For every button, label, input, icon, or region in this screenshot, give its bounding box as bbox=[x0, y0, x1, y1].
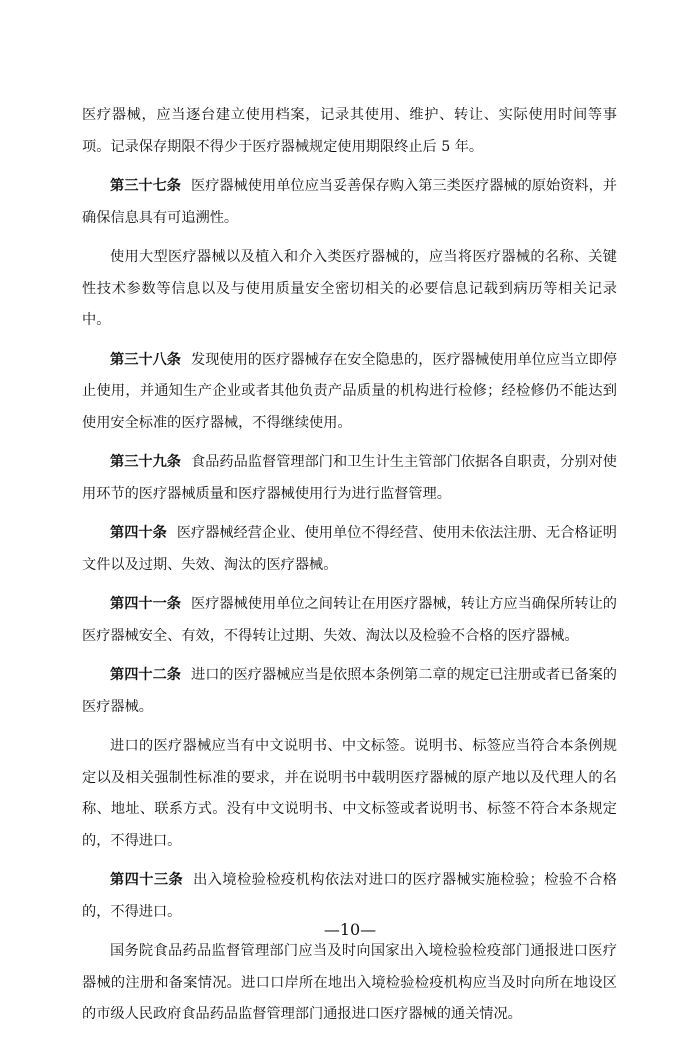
paragraph-text: 出入境检验检疫机构依法对进口的医疗器械实施检验；检验不合格的，不得进口。 bbox=[82, 872, 617, 920]
paragraph-text: 进口的医疗器械应当是依照本条例第二章的规定已注册或者已备案的医疗器械。 bbox=[82, 667, 617, 715]
paragraph-text: 食品药品监督管理部门和卫生计生主管部门依据各自职责，分别对使用环节的医疗器械质量和医疗器械使用行为进行监督管理。 bbox=[82, 454, 617, 502]
article-number: 第三十七条 bbox=[110, 178, 181, 194]
paragraph-text: 医疗器械经营企业、使用单位不得经营、使用未依法注册、无合格证明文件以及过期、失效、淘汰的医疗器械。 bbox=[82, 525, 617, 573]
article-number: 第四十三条 bbox=[110, 872, 184, 888]
article-number: 第四十条 bbox=[110, 525, 167, 541]
paragraph bbox=[82, 100, 617, 163]
article-number: 第三十九条 bbox=[110, 454, 181, 470]
paragraph bbox=[82, 171, 617, 234]
page-number: —10— bbox=[323, 920, 377, 939]
article-number: 第三十八条 bbox=[110, 351, 181, 368]
paragraph bbox=[82, 660, 617, 723]
paragraph-text: 使用大型医疗器械以及植入和介入类医疗器械的，应当将医疗器械的名称、关键性技术参数等信息以及与使用质量安全密切相关的必要信息记载到病历等相关记录中。 bbox=[82, 249, 617, 328]
paragraph-text: 医疗器械，应当逐台建立使用档案，记录其使用、维护、转让、实际使用时间等事项。记录保存期限不得少于医疗器械规定使用期限终止后 5 年。 bbox=[82, 107, 617, 155]
paragraph bbox=[82, 865, 617, 928]
paragraph bbox=[82, 242, 617, 337]
paragraph bbox=[82, 345, 617, 440]
paragraph bbox=[82, 731, 617, 857]
paragraph-text: 国务院食品药品监督管理部门应当及时向国家出入境检验检疫部门通报进口医疗器械的注册和备案情况。进口口岸所在地出入境检验检疫机构应当及时向所在地设区的市级人民政府食品药品监督管理部门通报进口医疗器械的通关情况。 bbox=[82, 943, 617, 1022]
paragraph bbox=[82, 936, 617, 1031]
paragraph bbox=[82, 589, 617, 652]
paragraph-text: 发现使用的医疗器械存在安全隐患的，医疗器械使用单位应当立即停止使用，并通知生产企业或者其他负责产品质量的机构进行检修；经检修仍不能达到使用安全标准的医疗器械，不得继续使用。 bbox=[82, 351, 617, 431]
paragraph bbox=[82, 447, 617, 510]
paragraph-text: 医疗器械使用单位应当妥善保存购入第三类医疗器械的原始资料，并确保信息具有可追溯性。 bbox=[82, 178, 617, 226]
document-body bbox=[82, 100, 617, 1039]
article-number: 第四十二条 bbox=[110, 667, 181, 683]
paragraph-text: 医疗器械使用单位之间转让在用医疗器械，转让方应当确保所转让的医疗器械安全、有效，不得转让过期、失效、淘汰以及检验不合格的医疗器械。 bbox=[82, 596, 617, 644]
paragraph-text: 进口的医疗器械应当有中文说明书、中文标签。说明书、标签应当符合本条例规定以及相关强制性标准的要求，并在说明书中载明医疗器械的原产地以及代理人的名称、地址、联系方式。没有中文说明书、中文标签或者说明书、标签不符合本条规定的，不得进口。 bbox=[82, 738, 617, 849]
article-number: 第四十一条 bbox=[110, 596, 181, 612]
paragraph bbox=[82, 518, 617, 581]
